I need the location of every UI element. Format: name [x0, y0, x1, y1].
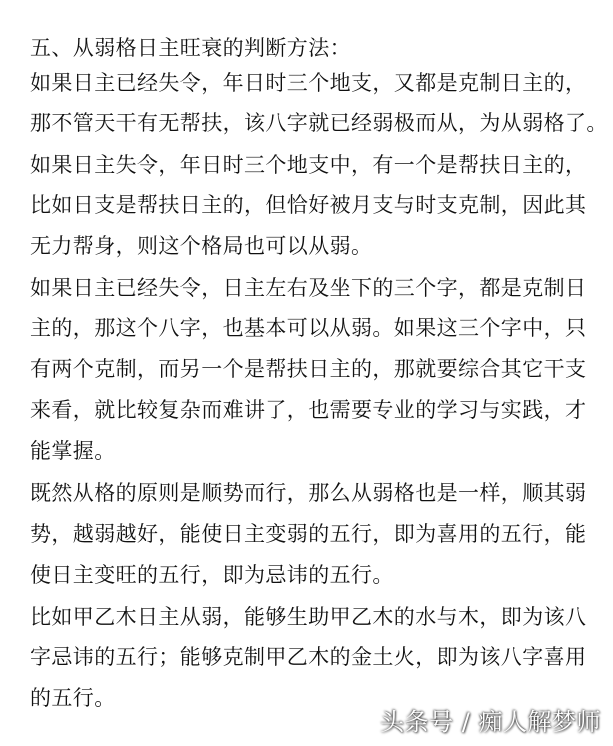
paragraph-3-line-3: 有两个克制，而另一个是帮扶日主的，那就要综合其它干支 — [30, 357, 587, 381]
paragraph-2-line-3: 无力帮身，则这个格局也可以从弱。 — [30, 234, 373, 258]
paragraph-4-line-2: 势，越弱越好，能使日主变弱的五行，即为喜用的五行，能 — [30, 522, 587, 546]
paragraph-3-line-5: 能掌握。 — [30, 439, 116, 463]
watermark-text: 头条号 / 痴人解梦师 — [380, 708, 601, 736]
paragraph-4-line-3: 使日主变旺的五行，即为忌讳的五行。 — [30, 563, 394, 587]
paragraph-3-line-4: 来看，就比较复杂而难讲了，也需要专业的学习与实践，才 — [30, 398, 587, 422]
paragraph-1-line-1: 如果日主已经失令，年日时三个地支，又都是克制日主的， — [30, 71, 587, 95]
paragraph-4-line-1: 既然从格的原则是顺势而行，那么从弱格也是一样，顺其弱 — [30, 481, 587, 505]
paragraph-2-line-2: 比如日支是帮扶日主的，但恰好被月支与时支克制，因此其 — [30, 193, 587, 217]
paragraph-5-line-3: 的五行。 — [30, 686, 116, 710]
paragraph-1-line-2: 那不管天干有无帮扶，该八字就已经弱极而从，为从弱格了。 — [30, 111, 608, 135]
paragraph-5-line-1: 比如甲乙木日主从弱，能够生助甲乙木的水与木，即为该八 — [30, 605, 587, 629]
paragraph-5-line-2: 字忌讳的五行；能够克制甲乙木的金土火，即为该八字喜用 — [30, 645, 587, 669]
paragraph-3-line-1: 如果日主已经失令，日主左右及坐下的三个字，都是克制日 — [30, 276, 587, 300]
paragraph-3-line-2: 主的，那这个八字，也基本可以从弱。如果这三个字中，只 — [30, 316, 587, 340]
section-heading: 五、从弱格日主旺衰的判断方法： — [30, 36, 351, 60]
paragraph-2-line-1: 如果日主失令，年日时三个地支中，有一个是帮扶日主的， — [30, 153, 587, 177]
